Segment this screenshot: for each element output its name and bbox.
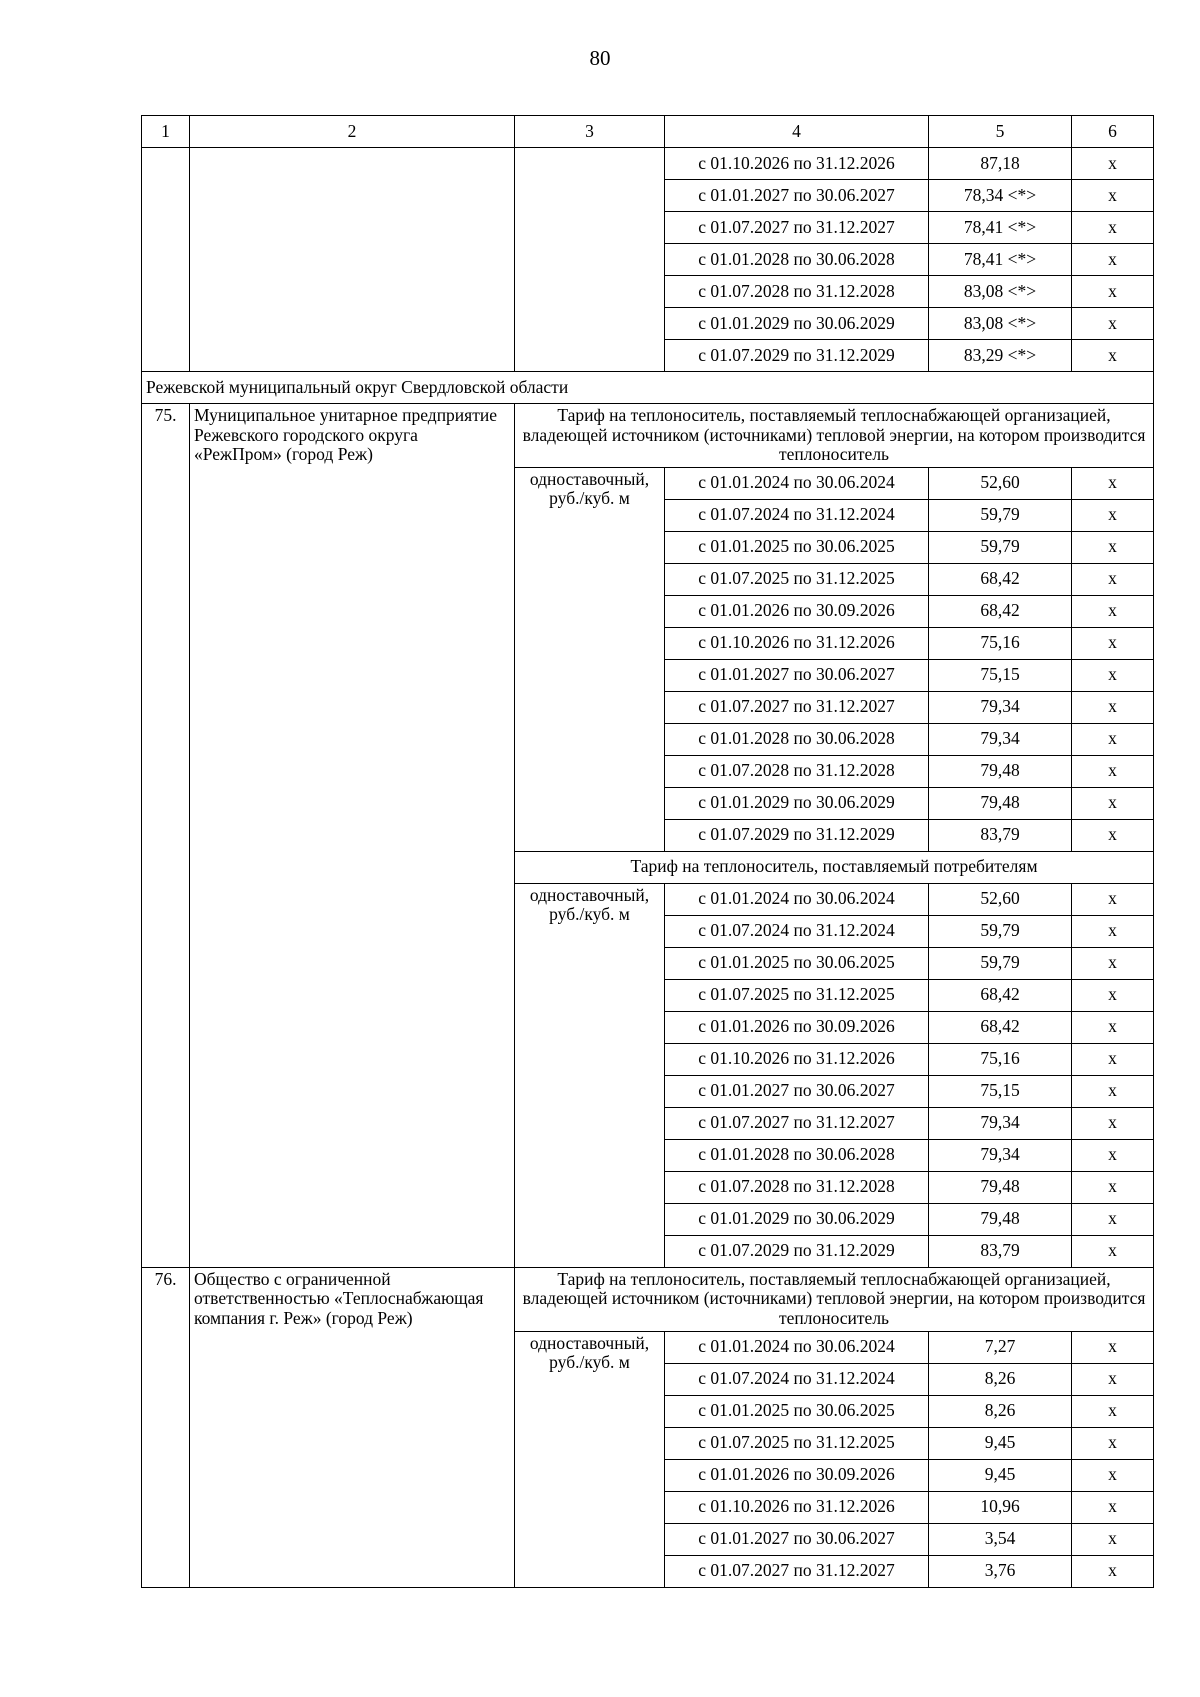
mark-cell: х: [1072, 1459, 1154, 1491]
table-row: [142, 148, 1154, 180]
header-row: [142, 116, 1154, 148]
value-cell: 83,29 <*>: [929, 340, 1072, 372]
value-cell: 75,16: [929, 627, 1072, 659]
value-cell: 75,15: [929, 1075, 1072, 1107]
period-cell: с 01.10.2026 по 31.12.2026: [665, 148, 929, 180]
value-cell: 52,60: [929, 883, 1072, 915]
column-header: 3: [515, 116, 665, 148]
mark-cell: х: [1072, 787, 1154, 819]
value-cell: 78,41 <*>: [929, 244, 1072, 276]
value-cell: 8,26: [929, 1363, 1072, 1395]
mark-cell: х: [1072, 915, 1154, 947]
value-cell: 9,45: [929, 1427, 1072, 1459]
org-name: Общество с ограниченной ответственностью «Теплоснабжающая компания г. Реж» (город Реж): [190, 1267, 515, 1587]
tariff-section-title: Тариф на теплоноситель, поставляемый теплоснабжающей организацией, владеющей источником (источниками) тепловой энергии, на котором производится теплоноситель: [515, 404, 1154, 468]
value-cell: 79,34: [929, 1139, 1072, 1171]
period-cell: с 01.01.2029 по 30.06.2029: [665, 787, 929, 819]
mark-cell: х: [1072, 308, 1154, 340]
value-cell: 78,41 <*>: [929, 212, 1072, 244]
value-cell: 79,48: [929, 1171, 1072, 1203]
period-cell: с 01.07.2028 по 31.12.2028: [665, 1171, 929, 1203]
tariff-section-title: Тариф на теплоноситель, поставляемый потребителям: [515, 851, 1154, 883]
mark-cell: х: [1072, 1043, 1154, 1075]
value-cell: 83,08 <*>: [929, 276, 1072, 308]
section-header-row: [142, 1267, 1154, 1331]
period-cell: с 01.07.2029 по 31.12.2029: [665, 1235, 929, 1267]
period-cell: с 01.01.2028 по 30.06.2028: [665, 723, 929, 755]
tariff-table: [141, 115, 1154, 1588]
value-cell: 3,76: [929, 1555, 1072, 1587]
mark-cell: х: [1072, 659, 1154, 691]
period-cell: с 01.01.2025 по 30.06.2025: [665, 531, 929, 563]
period-cell: с 01.07.2027 по 31.12.2027: [665, 212, 929, 244]
mark-cell: х: [1072, 723, 1154, 755]
mark-cell: х: [1072, 1427, 1154, 1459]
region-title: Режевской муниципальный округ Свердловской области: [142, 372, 1154, 404]
value-cell: 79,34: [929, 723, 1072, 755]
period-cell: с 01.01.2025 по 30.06.2025: [665, 947, 929, 979]
period-cell: с 01.10.2026 по 31.12.2026: [665, 1491, 929, 1523]
period-cell: с 01.07.2025 по 31.12.2025: [665, 979, 929, 1011]
period-cell: с 01.01.2024 по 30.06.2024: [665, 1331, 929, 1363]
value-cell: 83,08 <*>: [929, 308, 1072, 340]
period-cell: с 01.07.2024 по 31.12.2024: [665, 1363, 929, 1395]
mark-cell: х: [1072, 340, 1154, 372]
value-cell: 83,79: [929, 819, 1072, 851]
mark-cell: х: [1072, 1395, 1154, 1427]
value-cell: 79,34: [929, 1107, 1072, 1139]
period-cell: с 01.01.2027 по 30.06.2027: [665, 659, 929, 691]
period-cell: с 01.10.2026 по 31.12.2026: [665, 1043, 929, 1075]
period-cell: с 01.10.2026 по 31.12.2026: [665, 627, 929, 659]
continuation-type-cell: [515, 148, 665, 372]
period-cell: с 01.01.2028 по 30.06.2028: [665, 244, 929, 276]
org-number: 76.: [142, 1267, 190, 1587]
value-cell: 79,34: [929, 691, 1072, 723]
mark-cell: х: [1072, 755, 1154, 787]
mark-cell: х: [1072, 627, 1154, 659]
period-cell: с 01.01.2028 по 30.06.2028: [665, 1139, 929, 1171]
mark-cell: х: [1072, 1235, 1154, 1267]
column-header: 5: [929, 116, 1072, 148]
region-row: [142, 372, 1154, 404]
column-header: 1: [142, 116, 190, 148]
mark-cell: х: [1072, 531, 1154, 563]
tariff-type: одноставочный, руб./куб. м: [515, 1331, 665, 1587]
mark-cell: х: [1072, 467, 1154, 499]
value-cell: 78,34 <*>: [929, 180, 1072, 212]
period-cell: с 01.01.2025 по 30.06.2025: [665, 1395, 929, 1427]
mark-cell: х: [1072, 883, 1154, 915]
value-cell: 9,45: [929, 1459, 1072, 1491]
column-header: 2: [190, 116, 515, 148]
continuation-name-cell: [190, 148, 515, 372]
period-cell: с 01.07.2027 по 31.12.2027: [665, 691, 929, 723]
org-number: 75.: [142, 404, 190, 1268]
mark-cell: х: [1072, 1203, 1154, 1235]
period-cell: с 01.07.2027 по 31.12.2027: [665, 1107, 929, 1139]
mark-cell: х: [1072, 1011, 1154, 1043]
period-cell: с 01.07.2025 по 31.12.2025: [665, 1427, 929, 1459]
mark-cell: х: [1072, 1523, 1154, 1555]
value-cell: 79,48: [929, 787, 1072, 819]
value-cell: 79,48: [929, 755, 1072, 787]
period-cell: с 01.01.2029 по 30.06.2029: [665, 1203, 929, 1235]
mark-cell: х: [1072, 691, 1154, 723]
value-cell: 3,54: [929, 1523, 1072, 1555]
value-cell: 59,79: [929, 947, 1072, 979]
period-cell: с 01.07.2028 по 31.12.2028: [665, 276, 929, 308]
column-header: 6: [1072, 116, 1154, 148]
mark-cell: х: [1072, 595, 1154, 627]
value-cell: 79,48: [929, 1203, 1072, 1235]
mark-cell: х: [1072, 1075, 1154, 1107]
mark-cell: х: [1072, 212, 1154, 244]
period-cell: с 01.01.2027 по 30.06.2027: [665, 1075, 929, 1107]
period-cell: с 01.01.2027 по 30.06.2027: [665, 1523, 929, 1555]
mark-cell: х: [1072, 180, 1154, 212]
continuation-number-cell: [142, 148, 190, 372]
value-cell: 59,79: [929, 499, 1072, 531]
period-cell: с 01.07.2024 по 31.12.2024: [665, 915, 929, 947]
period-cell: с 01.07.2028 по 31.12.2028: [665, 755, 929, 787]
period-cell: с 01.01.2026 по 30.09.2026: [665, 595, 929, 627]
value-cell: 68,42: [929, 595, 1072, 627]
mark-cell: х: [1072, 499, 1154, 531]
value-cell: 7,27: [929, 1331, 1072, 1363]
value-cell: 8,26: [929, 1395, 1072, 1427]
period-cell: с 01.01.2024 по 30.06.2024: [665, 467, 929, 499]
mark-cell: х: [1072, 276, 1154, 308]
value-cell: 68,42: [929, 1011, 1072, 1043]
mark-cell: х: [1072, 819, 1154, 851]
mark-cell: х: [1072, 1107, 1154, 1139]
section-header-row: [142, 404, 1154, 468]
mark-cell: х: [1072, 1491, 1154, 1523]
value-cell: 75,16: [929, 1043, 1072, 1075]
value-cell: 75,15: [929, 659, 1072, 691]
period-cell: с 01.07.2027 по 31.12.2027: [665, 1555, 929, 1587]
period-cell: с 01.01.2026 по 30.09.2026: [665, 1011, 929, 1043]
period-cell: с 01.07.2029 по 31.12.2029: [665, 340, 929, 372]
value-cell: 10,96: [929, 1491, 1072, 1523]
mark-cell: х: [1072, 1331, 1154, 1363]
tariff-type: одноставочный, руб./куб. м: [515, 467, 665, 851]
mark-cell: х: [1072, 244, 1154, 276]
value-cell: 59,79: [929, 531, 1072, 563]
value-cell: 68,42: [929, 563, 1072, 595]
period-cell: с 01.01.2024 по 30.06.2024: [665, 883, 929, 915]
value-cell: 87,18: [929, 148, 1072, 180]
period-cell: с 01.07.2025 по 31.12.2025: [665, 563, 929, 595]
value-cell: 52,60: [929, 467, 1072, 499]
mark-cell: х: [1072, 947, 1154, 979]
mark-cell: х: [1072, 979, 1154, 1011]
period-cell: с 01.07.2029 по 31.12.2029: [665, 819, 929, 851]
page-number: 80: [589, 46, 611, 70]
period-cell: с 01.01.2026 по 30.09.2026: [665, 1459, 929, 1491]
value-cell: 68,42: [929, 979, 1072, 1011]
value-cell: 59,79: [929, 915, 1072, 947]
tariff-section-title: Тариф на теплоноситель, поставляемый теплоснабжающей организацией, владеющей источником (источниками) тепловой энергии, на котором производится теплоноситель: [515, 1267, 1154, 1331]
value-cell: 83,79: [929, 1235, 1072, 1267]
mark-cell: х: [1072, 563, 1154, 595]
period-cell: с 01.01.2027 по 30.06.2027: [665, 180, 929, 212]
mark-cell: х: [1072, 1555, 1154, 1587]
column-header: 4: [665, 116, 929, 148]
org-name: Муниципальное унитарное предприятие Режевского городского округа «РежПром» (город Реж): [190, 404, 515, 1268]
period-cell: с 01.07.2024 по 31.12.2024: [665, 499, 929, 531]
tariff-type: одноставочный, руб./куб. м: [515, 883, 665, 1267]
period-cell: с 01.01.2029 по 30.06.2029: [665, 308, 929, 340]
mark-cell: х: [1072, 148, 1154, 180]
mark-cell: х: [1072, 1363, 1154, 1395]
mark-cell: х: [1072, 1139, 1154, 1171]
mark-cell: х: [1072, 1171, 1154, 1203]
